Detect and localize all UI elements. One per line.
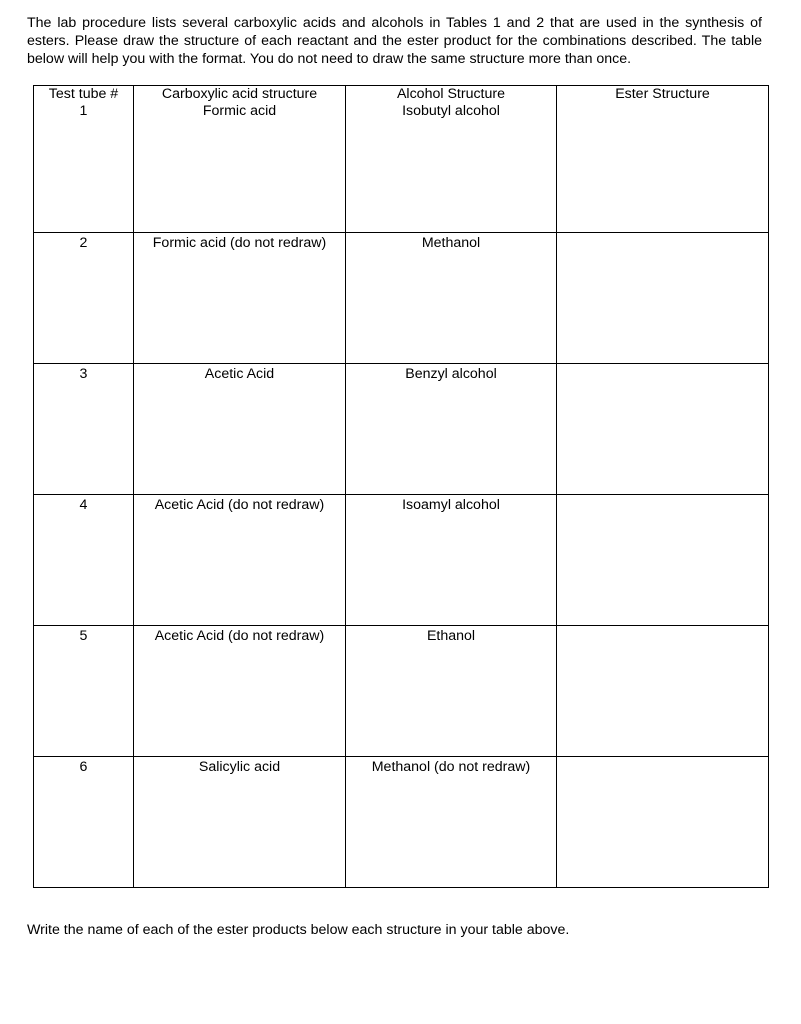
alcohol-name: Isobutyl alcohol	[402, 103, 500, 119]
ester-structure	[557, 364, 768, 366]
alcohol-cell	[346, 233, 557, 364]
footer-instruction: Write the name of each of the ester products below each structure in your table above.	[27, 922, 570, 938]
table-header-row	[34, 86, 769, 104]
ester-structure	[557, 757, 768, 759]
table-row	[34, 495, 769, 626]
ester-cell	[557, 626, 769, 757]
tube-number-cell	[34, 364, 134, 495]
acid-cell	[134, 103, 346, 233]
tube-number-cell	[34, 495, 134, 626]
table-row	[34, 626, 769, 757]
instructions-paragraph: The lab procedure lists several carboxylic acids and alcohols in Tables 1 and 2 that are used in the synthesis of esters. Please draw the structure of each reactant and the ester product for the combinations described. The table below will help you with the format. You do not need to draw the same structure more than once.	[27, 15, 762, 67]
alcohol-cell	[346, 364, 557, 495]
acid-name: Acetic Acid (do not redraw)	[154, 497, 325, 513]
ester-cell	[557, 103, 769, 233]
ester-cell	[557, 757, 769, 888]
alcohol-cell	[346, 626, 557, 757]
ester-structure	[557, 626, 768, 628]
table-row	[34, 757, 769, 888]
ester-structure	[557, 495, 768, 497]
acid-cell	[134, 233, 346, 364]
table-row	[34, 364, 769, 495]
tube-number: 2	[79, 235, 88, 251]
acid-name: Formic acid (do not redraw)	[152, 235, 327, 251]
alcohol-name: Ethanol	[426, 628, 476, 644]
header-ester: Ester Structure	[557, 86, 769, 104]
acid-name: Acetic Acid (do not redraw)	[154, 628, 325, 644]
alcohol-cell	[346, 757, 557, 888]
ester-synthesis-table	[33, 85, 769, 888]
tube-number: 4	[79, 497, 88, 513]
tube-number-cell	[34, 757, 134, 888]
table-row	[34, 103, 769, 233]
ester-cell	[557, 233, 769, 364]
acid-cell	[134, 757, 346, 888]
acid-name: Salicylic acid	[198, 759, 281, 775]
ester-cell	[557, 364, 769, 495]
alcohol-name: Benzyl alcohol	[405, 366, 497, 382]
acid-name: Acetic Acid	[204, 366, 275, 382]
alcohol-name: Methanol	[421, 235, 481, 251]
acid-cell	[134, 626, 346, 757]
header-carboxylic-acid: Carboxylic acid structure	[134, 86, 346, 104]
acid-cell	[134, 364, 346, 495]
tube-number: 5	[79, 628, 88, 644]
tube-number: 1	[79, 103, 88, 119]
alcohol-cell	[346, 495, 557, 626]
acid-cell	[134, 495, 346, 626]
alcohol-name: Isoamyl alcohol	[402, 497, 500, 513]
acid-name: Formic acid	[202, 103, 277, 119]
ester-structure	[557, 233, 768, 235]
ester-cell	[557, 495, 769, 626]
alcohol-name: Methanol (do not redraw)	[371, 759, 531, 775]
table-row	[34, 233, 769, 364]
tube-number: 6	[79, 759, 88, 775]
tube-number-cell	[34, 626, 134, 757]
tube-number: 3	[79, 366, 88, 382]
header-test-tube: Test tube #	[34, 86, 134, 104]
tube-number-cell	[34, 233, 134, 364]
header-alcohol: Alcohol Structure	[346, 86, 557, 104]
tube-number-cell	[34, 103, 134, 233]
alcohol-cell	[346, 103, 557, 233]
